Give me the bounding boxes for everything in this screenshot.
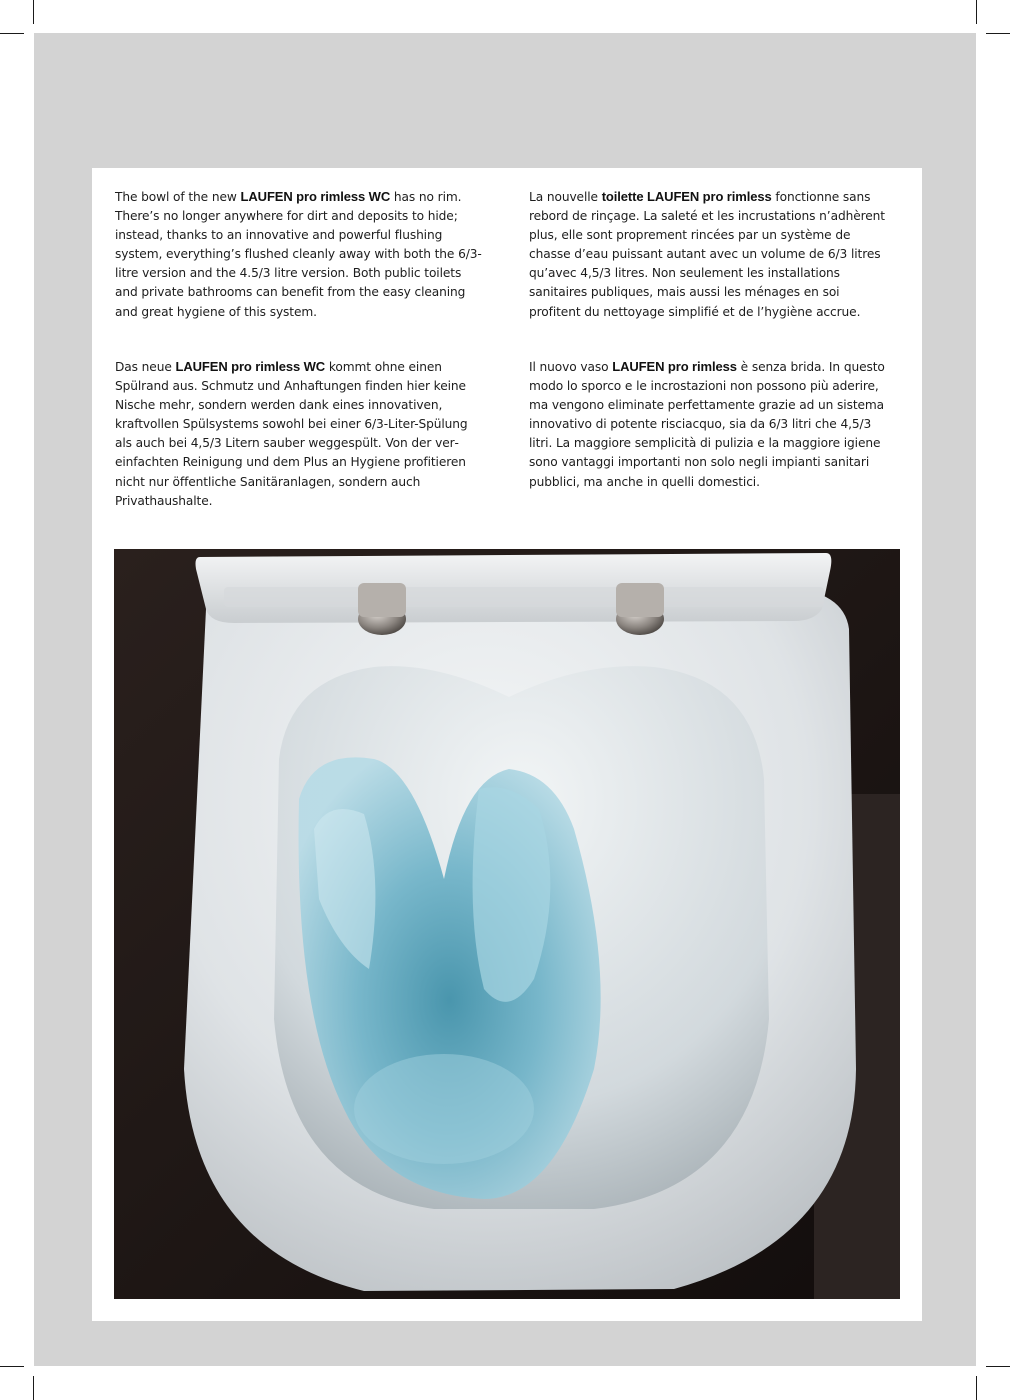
crop-mark-bottom-left-vertical — [33, 1376, 34, 1400]
paragraph-italian-product-name: LAUFEN pro rimless — [612, 359, 737, 374]
paragraph-german-product-name: LAUFEN pro rimless WC — [175, 359, 326, 374]
crop-mark-top-right-vertical — [976, 0, 977, 24]
paragraph-italian-text-start: Il nuovo vaso — [529, 360, 613, 374]
crop-mark-top-left-vertical — [33, 0, 34, 24]
paragraph-english — [115, 187, 485, 322]
crop-mark-top-right-horizontal — [986, 33, 1010, 34]
crop-mark-bottom-right-vertical — [976, 1376, 977, 1400]
paragraph-french — [529, 187, 885, 322]
paragraph-english-product-name: LAUFEN pro rimless WC — [240, 189, 391, 204]
paragraph-german — [115, 357, 485, 511]
paragraph-french-product-name: toilette LAUFEN pro rimless — [601, 189, 772, 204]
crop-mark-top-left-horizontal — [0, 33, 24, 34]
crop-mark-bottom-right-horizontal — [986, 1366, 1010, 1367]
paragraph-french-text-start: La nouvelle — [529, 190, 602, 204]
paragraph-german-text-start: Das neue — [115, 360, 176, 374]
paragraph-italian — [529, 357, 889, 492]
rimless-toilet-illustration — [114, 549, 900, 1299]
toilet-photo — [114, 549, 900, 1299]
paragraph-english-text-end: has no rim. There’s no longer anywhere for dirt and deposits to hide; instead, thanks to an innovative and powerful flushing system, everything’s flushed cleanly away with both the 6/3-litre version and the 4.5/3 litre version. Both public toilets and private bathrooms can benefit from the easy cleaning and great hygiene of this system. — [115, 190, 482, 319]
paragraph-italian-text-end: è senza brida. In questo modo lo sporco e le incrostazioni non possono più aderire, ma vengono eliminate perfettamente grazie ad un sistema innovativo di potente risciacquo, sia da 6/3 litri che 4,5/3 litri. La maggiore semplicità di pulizia e la maggiore igiene sono vantaggi importanti non solo negli impianti sanitari pubblici, ma anche in quelli domestici. — [529, 360, 885, 489]
paragraph-german-text-end: kommt ohne einen Spülrand aus. Schmutz und Anhaftungen finden hier keine Nische mehr, sondern werden dank eines innovativen, kraftvollen Spülsystems sowohl bei einer 6/3-Liter-Spülung als auch bei 4,5/3 Litern sauber weggespült. Von der vereinfachten Reinigung und dem Plus an Hygiene profitieren nicht nur öffentliche Sanitäranlagen, sondern auch Privathaushalte. — [115, 360, 468, 508]
paragraph-french-text-end: fonctionne sans rebord de rinçage. La saleté et les incrustations n’adhèrent plus, elle sont proprement rincées par un système de chasse d’eau puissant autant avec un volume de 6/3 litres qu’avec 4,5/3 litres. Non seulement les installations sanitaires publiques, mais aussi les ménages en soi profitent du nettoyage simplifié et de l’hygiène accrue. — [529, 190, 885, 319]
paragraph-english-text-start: The bowl of the new — [115, 190, 241, 204]
crop-mark-bottom-left-horizontal — [0, 1366, 24, 1367]
